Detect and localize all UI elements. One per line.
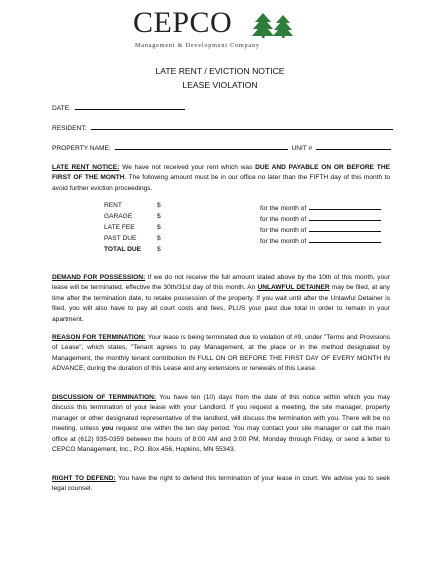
fee-month: for the month of <box>260 202 381 212</box>
late-rent-heading: LATE RENT NOTICE: <box>52 164 120 171</box>
discussion-bold: you <box>101 425 114 433</box>
date-label: DATE: <box>52 105 71 112</box>
property-label: PROPERTY NAME: <box>52 145 111 152</box>
company-logo <box>0 4 440 50</box>
discussion-text-1: You have ten (10) days from the date of this notice within which you may discuss this termination of your lease with your Landlord. If you request a meeting, the site manager, property manager or other designated representative of the landlord, will discuss the termination with you. There will be no meeting, unless <box>52 394 390 433</box>
logo-tagline: Management & Development Company <box>135 42 260 49</box>
month-blank <box>309 224 381 232</box>
unit-blank <box>316 142 391 150</box>
defend-heading: RIGHT TO DEFEND: <box>52 475 116 482</box>
month-blank <box>309 202 381 210</box>
fee-row-rent <box>52 202 392 212</box>
date-blank <box>75 102 185 110</box>
fee-dollar: $ <box>157 235 161 242</box>
resident-label: RESIDENT: <box>52 125 87 132</box>
late-rent-text-2: . The following amount must be in our office no later than the FIFTH day of this month to avoid further eviction proceedings. <box>52 174 390 192</box>
fee-dollar: $ <box>157 224 161 231</box>
fee-month: for the month of <box>260 213 381 223</box>
unit-label: UNIT # <box>291 145 313 152</box>
property-field <box>52 142 391 153</box>
possession-text-1: If we do not receive the full amount stated above by the 10th of this month, your lease will be terminated, effective the 30th/31st day of this month. An <box>52 274 390 292</box>
fee-row-late-fee <box>52 224 392 234</box>
month-blank <box>309 235 381 243</box>
fee-label: RENT <box>104 202 122 209</box>
pine-trees-icon <box>251 12 297 38</box>
total-due-label: TOTAL DUE <box>104 246 141 253</box>
termination-heading: REASON FOR TERMINATION: <box>52 334 146 341</box>
notice-subtitle: LEASE VIOLATION <box>182 80 258 90</box>
resident-blank <box>91 122 393 130</box>
late-rent-text-1: We have not received your rent which was <box>119 164 256 171</box>
unlawful-detainer: UNLAWFUL DETAINER <box>257 284 330 292</box>
fee-dollar: $ <box>157 246 161 253</box>
possession-heading: DEMAND FOR POSSESSION: <box>52 274 146 281</box>
fee-row-garage <box>52 213 392 223</box>
late-rent-bold: DUE AND PAYABLE ON OR BEFORE THE FIRST OF THE MONTH <box>52 164 390 182</box>
discussion-text-2: request one within the ten day period. You may contact your site manager or call the main office at (612) 935-0359 between the hours of 8:00 AM and 3:00 PM, Monday through Friday, or send a letter to CEPCO Management, Inc., P.O. Box 456, Hopkins, MN 55343. <box>52 425 391 454</box>
discussion-of-termination <box>52 393 390 455</box>
right-to-defend <box>52 474 390 495</box>
possession-text-2: may be filed, at any time after the termination date, to retake possession of the property. If you wait until after the Unlawful Detainer is filed, you will also have to pay all court costs and fees, PLUS your past due total in order to remain in your apartment. <box>52 284 390 323</box>
fee-row-total <box>52 246 392 256</box>
logo-wordmark: CEPCO <box>133 6 233 39</box>
fee-dollar: $ <box>157 213 161 220</box>
notice-title: LATE RENT / EVICTION NOTICE <box>155 66 285 76</box>
reason-for-termination <box>52 333 390 375</box>
fee-label: PAST DUE <box>104 235 137 242</box>
demand-for-possession <box>52 273 390 325</box>
fee-dollar: $ <box>157 202 161 209</box>
fee-label: LATE FEE <box>104 224 135 231</box>
defend-text: You have the right to defend this termination of your lease in court. We advise you to seek legal counsel. <box>52 475 390 493</box>
fee-row-past-due <box>52 235 392 245</box>
termination-text: Your lease is being terminated due to violation of #9, under "Terms and Provisions of Lease", which states, "Tenant agrees to pay Management, at the place or in the method designated by Management, the monthly tenant contribution IN FULL ON OR BEFORE THE FIRST DAY OF EVERY MONTH IN ADVANCE, during the duration of this Lease and any extensions or renewals of this Lease. <box>52 334 390 373</box>
discussion-heading: DISCUSSION OF TERMINATION: <box>52 394 157 401</box>
fee-month: for the month of <box>260 224 381 234</box>
fee-label: GARAGE <box>104 213 133 220</box>
date-field <box>52 102 185 113</box>
fee-month: for the month of <box>260 235 381 245</box>
late-rent-notice <box>52 163 390 194</box>
resident-field <box>52 122 393 133</box>
property-blank <box>115 142 288 150</box>
month-blank <box>309 213 381 221</box>
